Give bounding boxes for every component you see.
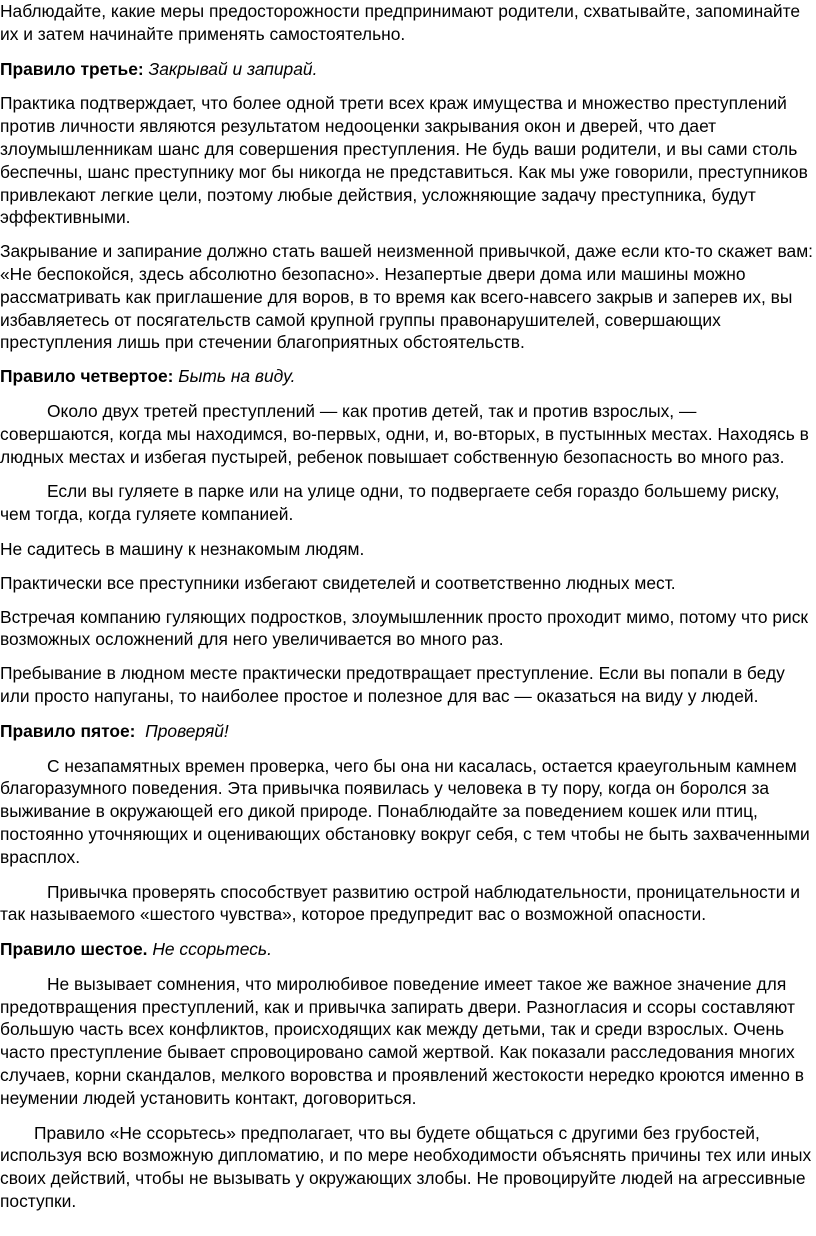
- rule-3-paragraph-1: Практика подтверждает, что более одной трети всех краж имущества и множество преступлений против личности являются результатом недооценки закрывания окон и дверей, что дает злоумышленникам шанс для совершения преступления. Не будь ваши родители, и вы сами столь беспечны, шанс преступнику мог бы никогда не представиться. Как мы уже говорили, преступников привлекают легкие цели, поэтому любые действия, усложняющие задачу преступника, будут эффективными.: [0, 93, 808, 228]
- rule-4-paragraph-1: Около двух третей преступлений — как против детей, так и против взрослых, — совершаются, когда мы находимся, во-первых, одни, и, во-вторых, в пустынных местах. Находясь в людных местах и избегая пустырей, ребенок повышает собственную безопасность во много раз.: [0, 400, 809, 467]
- rule-6-paragraph-1: Не вызывает сомнения, что миролюбивое поведение имеет такое же важное значение для предотвращения преступлений, как и привычка запирать двери. Разногласия и ссоры составляют большую часть всех конфликтов, происходящих как между детьми, так и среди взрослых. Очень часто преступление бывает спровоцировано самой жертвой. Как показали расследования многих случаев, корни скандалов, мелкого воровства и проявлений жестокости нередко кроются именно в неумении людей установить контакт, договориться.: [0, 973, 804, 1108]
- rule-4-paragraph-5: Встречая компанию гуляющих подростков, злоумышленник просто проходит мимо, потому что риск возможных осложнений для него увеличивается во много раз.: [0, 606, 809, 650]
- rule-5-label: Правило пятое:: [0, 720, 136, 741]
- rule-6-paragraph-2: Правило «Не ссорьтесь» предполагает, что вы будете общаться с другими без грубостей, используя всю возможную дипломатию, и по мере необходимости объяснять причины тех или иных своих действий, чтобы не вызывать у окружающих злобы. Не провоцируйте людей на агрессивные поступки.: [0, 1122, 812, 1212]
- rule-5-paragraph-1: С незапамятных времен проверка, чего бы она ни касалась, остается краеугольным камнем благоразумного поведения. Эта привычка появилась у человека в ту пору, когда он боролся за выживание в окружающей его дикой природе. Понаблюдайте за поведением кошек или птиц, постоянно уточняющих и оценивающих обстановку вокруг себя, с тем чтобы не быть захваченными врасплох.: [0, 755, 810, 867]
- rule-3-title: Закрывай и запирай.: [148, 58, 318, 79]
- rule-5-heading: [0, 720, 814, 743]
- rule-3-paragraph-2: Закрывание и запирание должно стать вашей неизменной привычкой, даже если кто-то скажет вам: «Не беспокойся, здесь абсолютно безопасно». Незапертые двери дома или машины можно рассматривать как приглашение для воров, в то время как всего-навсего закрыв и заперев их, вы избавляетесь от посягательств самой крупной группы правонарушителей, совершающих преступления лишь при стечении благоприятных обстоятельств.: [0, 241, 813, 353]
- rule-4-title: Быть на виду.: [178, 366, 296, 387]
- rule-4-paragraph-3: Не садитесь в машину к незнакомым людям.: [0, 538, 365, 559]
- rule-4-paragraph-6: Пребывание в людном месте практически предотвращает преступление. Если вы попали в беду или просто напуганы, то наиболее простое и полезное для вас — оказаться на виду у людей.: [0, 663, 785, 706]
- rule-3-label: Правило третье:: [0, 58, 144, 79]
- intro-paragraph: Наблюдайте, какие меры предосторожности предпринимают родители, схватывайте, запоминайте их и затем начинайте применять самостоятельно.: [0, 1, 801, 44]
- rule-4-paragraph-2: Если вы гуляете в парке или на улице одни, то подвергаете себя гораздо большему риску, чем тогда, когда гуляете компанией.: [0, 481, 780, 525]
- rule-5-paragraph-2: Привычка проверять способствует развитию острой наблюдательности, проницательности и так называемого «шестого чувства», которое предупредит вас о возможной опасности.: [0, 881, 800, 925]
- rule-4-heading: [0, 365, 814, 388]
- rule-4-label: Правило четвертое:: [0, 366, 174, 387]
- rule-3-heading: [0, 58, 814, 81]
- rule-5-title: Проверяй!: [145, 720, 229, 741]
- rule-4-paragraph-4: Практически все преступники избегают свидетелей и соответственно людных мест.: [0, 572, 676, 593]
- rule-6-title: Не ссорьтесь.: [152, 939, 272, 960]
- rule-6-label: Правило шестое.: [0, 939, 148, 960]
- rule-6-heading: [0, 938, 814, 961]
